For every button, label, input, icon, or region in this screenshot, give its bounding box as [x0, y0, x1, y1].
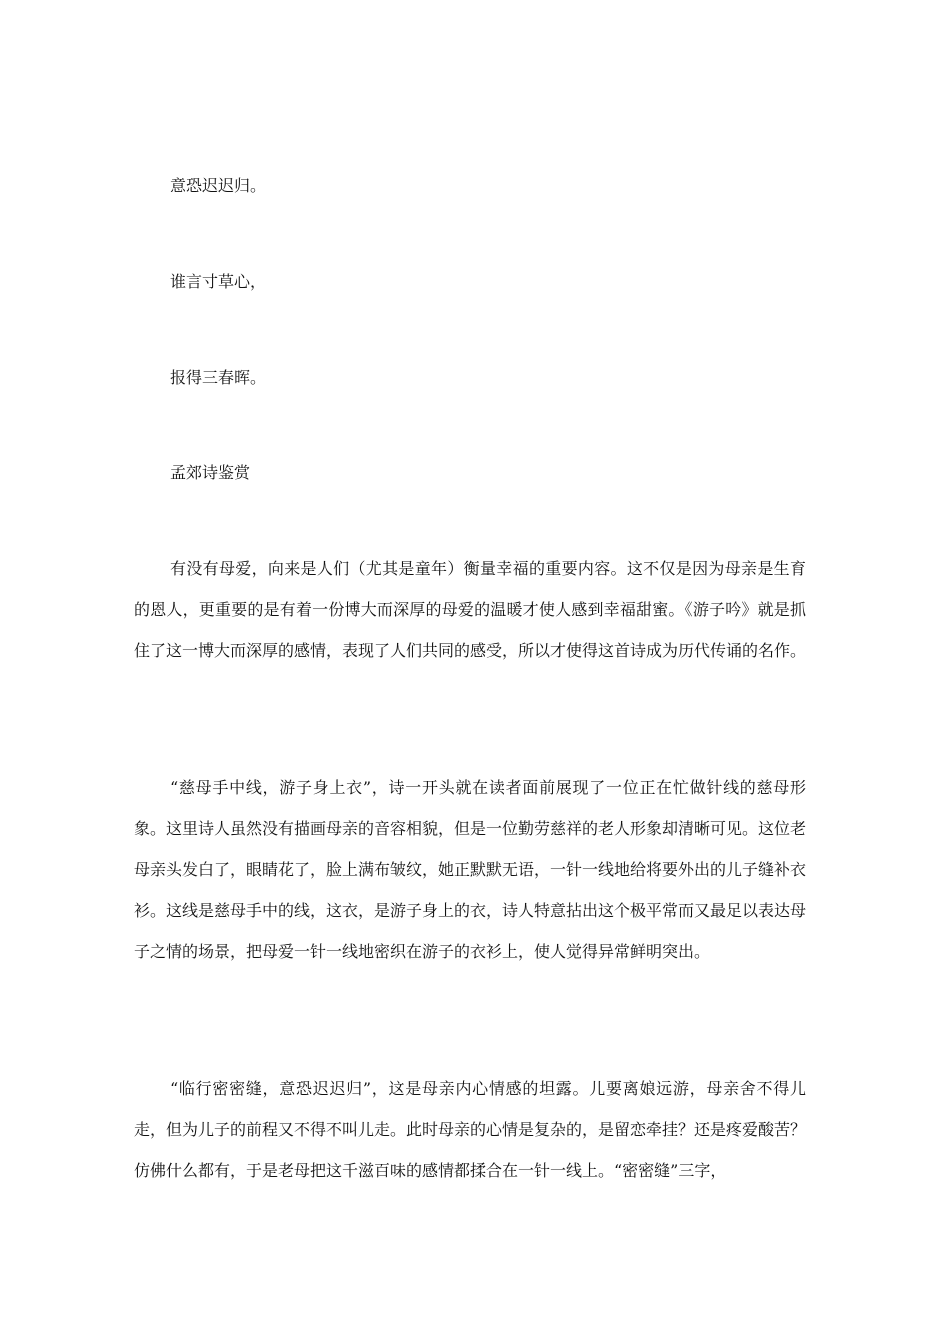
paragraph-2: “慈母手中线，游子身上衣”，诗一开头就在读者面前展现了一位正在忙做针线的慈母形象。这里诗人虽然没有描画母亲的音容相貌，但是一位勤劳慈祥的老人形象却清晰可见。这位老母亲头发白了，眼睛花了，脸上满布皱纹，她正默默无语，一针一线地给将要外出的儿子缝补衣衫。这线是慈母手中的线，这衣，是游子身上的衣，诗人特意拈出这个极平常而又最足以表达母子之情的场景，把母爱一针一线地密织在游子的衣衫上，使人觉得异常鲜明突出。	[134, 778, 807, 961]
poem-line-1: 意恐迟迟归。	[170, 176, 267, 195]
poem-line-2: 谁言寸草心，	[170, 272, 267, 291]
poem-line-3: 报得三春晖。	[170, 368, 267, 387]
section-title: 孟郊诗鉴赏	[170, 463, 251, 482]
paragraph-1: 有没有母爱，向来是人们（尤其是童年）衡量幸福的重要内容。这不仅是因为母亲是生育的恩人，更重要的是有着一份博大而深厚的母爱的温暖才使人感到幸福甜蜜。《游子吟》就是抓住了这一博大而深厚的感情，表现了人们共同的感受，所以才使得这首诗成为历代传诵的名作。	[134, 559, 807, 660]
paragraph-3: “临行密密缝，意恐迟迟归”，这是母亲内心情感的坦露。儿要离娘远游，母亲舍不得儿走，但为儿子的前程又不得不叫儿走。此时母亲的心情是复杂的，是留恋牵挂？还是疼爱酸苦？仿佛什么都有，于是老母把这千滋百味的感情都揉合在一针一线上。“密密缝”三字，	[134, 1079, 807, 1180]
